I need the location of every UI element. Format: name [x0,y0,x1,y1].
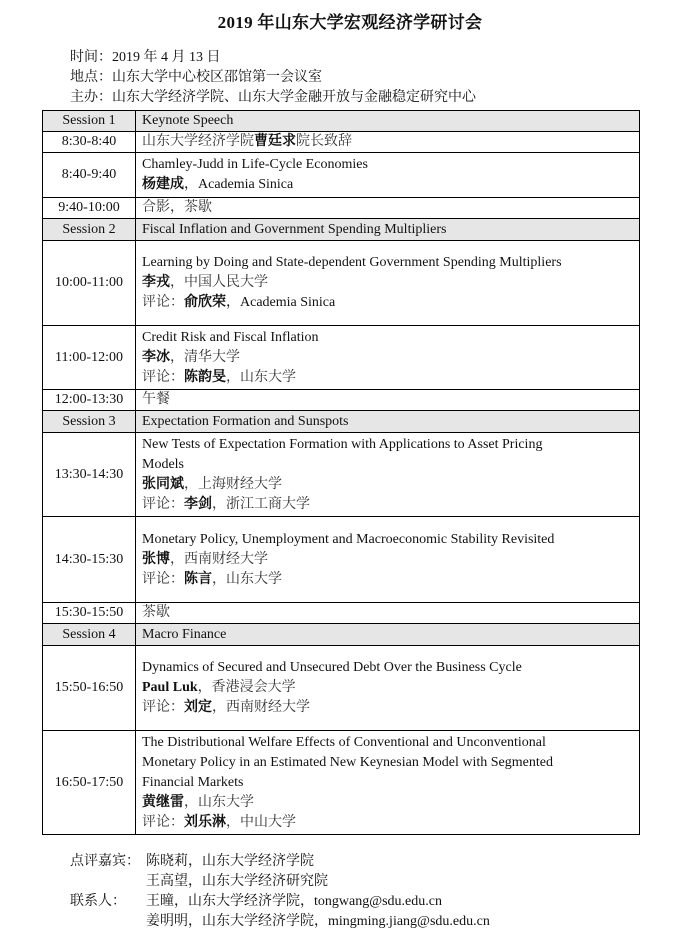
item-text: 午餐 [136,390,640,411]
discussant-name: 刘乐淋 [184,814,226,830]
speaker-affiliation: ，清华大学 [170,349,240,365]
item-bold: 曹廷求 [254,134,296,149]
discussant-label: 评论： [142,496,184,512]
discussant-label: 评论： [142,571,184,587]
discussant-affiliation: ，浙江工商大学 [212,496,310,512]
talk-cell [136,241,640,326]
paper-title: Dynamics of Secured and Unsecured Debt Over the Business Cycle [142,660,522,675]
meta-venue [70,68,322,88]
session-row [43,111,640,132]
spacer [70,872,146,892]
talk-row [43,517,640,603]
time-slot: 11:00-12:00 [43,326,136,390]
time-slot: 12:00-13:30 [43,390,136,411]
talk-row [43,326,640,390]
speaker-affiliation: ，中国人民大学 [170,275,268,290]
time-slot: 8:40-9:40 [43,153,136,198]
discussant-line [142,570,633,590]
talk-row [43,153,640,198]
discussant-label: 评论： [142,700,184,715]
item-pre: 山东大学经济学院 [142,134,254,149]
session-title: Fiscal Inflation and Government Spending Multipliers [136,219,640,241]
speaker-line [142,550,633,570]
time-slot: 16:50-17:50 [43,731,136,835]
guests-row [70,852,490,872]
talk-cell [136,646,640,731]
session-label: Session 3 [43,411,136,433]
item-text: 合影，茶歇 [136,198,640,219]
meta-value: 山东大学经济学院、山东大学金融开放与金融稳定研究中心 [112,90,476,105]
time-slot: 9:40-10:00 [43,198,136,219]
discussant-line [142,368,633,388]
talk-row [43,731,640,835]
schedule-row [43,132,640,153]
time-slot: 8:30-8:40 [43,132,136,153]
discussant-line [142,293,633,313]
paper-title-cont: Monetary Policy in an Estimated New Keynesian Model with Segmented [142,754,553,770]
talk-cell [136,153,640,198]
spacer [70,912,146,932]
speaker-affiliation: ，上海财经大学 [184,476,282,492]
speaker-affiliation: ，山东大学 [184,794,254,810]
talk-cell [136,517,640,603]
speaker-name: 李戎 [142,275,170,290]
discussant-line [142,813,633,833]
speaker-name: 杨建成 [142,177,184,192]
contact-entry: 姜明明，山东大学经济学院，mingming.jiang@sdu.edu.cn [146,914,490,929]
discussant-affiliation: ，Academia Sinica [226,295,336,310]
discussant-affiliation: ，山东大学 [226,369,296,385]
paper-title: Credit Risk and Fiscal Inflation [142,329,319,345]
talk-row [43,241,640,326]
discussant-name: 李剑 [184,496,212,512]
speaker-name: 李冰 [142,349,170,365]
session-title: Keynote Speech [136,111,640,132]
paper-title-cont: Models [142,456,184,472]
paper-title: New Tests of Expectation Formation with Applications to Asset Pricing [142,436,543,452]
speaker-line [142,348,633,368]
meta-value: 山东大学中心校区邵馆第一会议室 [112,70,322,85]
session-label: Session 2 [43,219,136,241]
session-row [43,411,640,433]
schedule-row [43,390,640,411]
discussant-name: 俞欣荣 [184,295,226,310]
discussant-name: 刘定 [184,700,212,715]
meta-value: 2019 年 4 月 13 日 [112,50,221,65]
document-title: 2019 年山东大学宏观经济学研讨会 [217,13,483,32]
paper-title: Monetary Policy, Unemployment and Macroeconomic Stability Revisited [142,531,555,547]
item-text [136,132,640,153]
guests-label: 点评嘉宾： [70,854,140,869]
schedule-row [43,603,640,624]
item-post: 院长致辞 [296,134,352,149]
paper-title: Learning by Doing and State-dependent Government Spending Multipliers [142,255,562,270]
guest-entry: 王高望，山东大学经济研究院 [146,874,328,889]
session-title: Expectation Formation and Sunspots [136,411,640,433]
talk-cell [136,731,640,835]
paper-title: The Distributional Welfare Effects of Conventional and Unconventional [142,734,546,750]
discussant-label: 评论： [142,814,184,830]
meta-time [70,48,221,68]
time-slot: 10:00-11:00 [43,241,136,326]
time-slot: 13:30-14:30 [43,433,136,517]
speaker-affiliation: ，香港浸会大学 [197,680,296,695]
speaker-affiliation: ，Academia Sinica [184,177,294,192]
talk-row [43,646,640,731]
discussant-affiliation: ，西南财经大学 [212,700,310,715]
time-slot: 15:50-16:50 [43,646,136,731]
speaker-line [142,678,633,698]
speaker-name: 黄继雷 [142,794,184,810]
discussant-affiliation: ，中山大学 [226,814,296,830]
guest-entry: 陈晓莉，山东大学经济学院 [146,854,314,869]
session-row [43,624,640,646]
speaker-name: 张博 [142,551,170,567]
discussant-affiliation: ，山东大学 [212,571,282,587]
time-slot: 14:30-15:30 [43,517,136,603]
talk-cell [136,433,640,517]
session-title: Macro Finance [136,624,640,646]
discussant-line [142,495,633,515]
meta-label: 时间： [70,50,112,65]
speaker-affiliation: ，西南财经大学 [170,551,268,567]
session-row [43,219,640,241]
talk-row [43,433,640,517]
discussant-line [142,698,633,718]
schedule-row [43,198,640,219]
speaker-line [142,175,633,195]
contact-entry: 王曈，山东大学经济学院，tongwang@sdu.edu.cn [146,894,442,909]
discussant-label: 评论： [142,295,184,310]
talk-cell [136,326,640,390]
schedule-table [42,110,640,835]
speaker-line [142,475,633,495]
discussant-name: 陈韵旻 [184,369,226,385]
guests-row [70,872,490,892]
discussant-name: 陈言 [184,571,212,587]
session-label: Session 4 [43,624,136,646]
meta-host [70,88,476,108]
session-label: Session 1 [43,111,136,132]
time-slot: 15:30-15:50 [43,603,136,624]
footer [70,852,490,932]
speaker-line [142,793,633,813]
meta-label: 主办： [70,90,112,105]
contacts-row [70,912,490,932]
item-text: 茶歇 [136,603,640,624]
speaker-name: 张同斌 [142,476,184,492]
contacts-label: 联系人： [70,894,126,909]
paper-title-cont: Financial Markets [142,774,244,790]
meta-label: 地点： [70,70,112,85]
paper-title: Chamley-Judd in Life-Cycle Economies [142,157,368,172]
speaker-name: Paul Luk [142,680,198,695]
speaker-line [142,273,633,293]
contacts-row [70,892,490,912]
discussant-label: 评论： [142,369,184,385]
